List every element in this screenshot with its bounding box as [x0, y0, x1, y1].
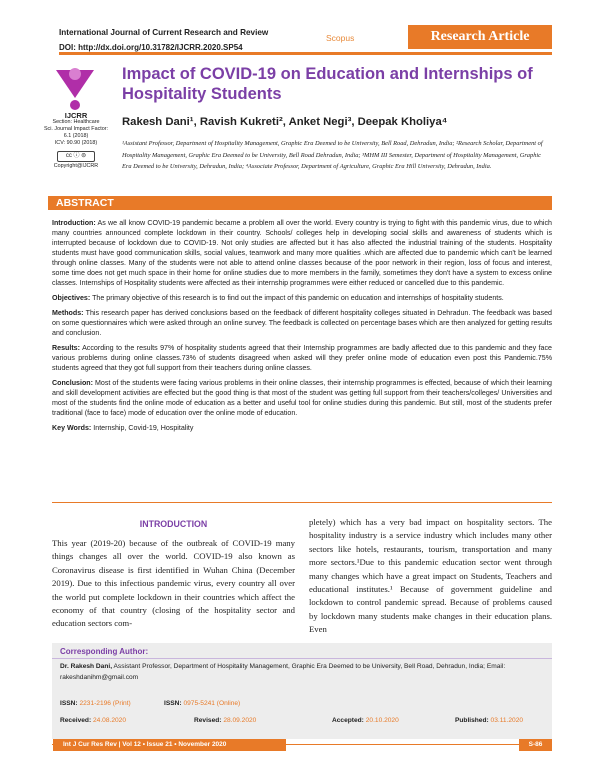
label-objectives: Objectives:	[52, 294, 91, 302]
page-number: S-86	[519, 739, 552, 751]
text-keywords: Internship, Covid-19, Hospitality	[93, 424, 194, 432]
abstract-objectives	[52, 293, 552, 303]
label-introduction: Introduction:	[52, 219, 96, 227]
published-date	[455, 717, 523, 724]
abstract-body	[52, 218, 552, 438]
issn-online	[164, 700, 240, 707]
revised-date	[194, 717, 256, 724]
published-value: 03.11.2020	[490, 717, 524, 724]
header-divider	[59, 52, 552, 55]
journal-acronym: IJCRR	[64, 111, 88, 120]
text-objectives: The primary objective of this research is to find out the impact of this pandemic on education and internships of hospitality students.	[92, 294, 504, 302]
corresponding-name: Dr. Rakesh Dani,	[60, 663, 113, 670]
revised-value: 28.09.2020	[223, 717, 257, 724]
journal-info	[40, 112, 112, 170]
accepted-value: 20.10.2020	[365, 717, 399, 724]
icv-value: ICV: 90.90 (2018)	[54, 140, 98, 146]
label-results: Results:	[52, 344, 80, 352]
article-title: Impact of COVID-19 on Education and Internships of Hospitality Students	[122, 65, 533, 103]
impact-factor: Sci. Journal Impact Factor: 6.1 (2018)	[43, 126, 109, 139]
received-value: 24.08.2020	[93, 717, 127, 724]
journal-section: Section: Healthcare	[52, 119, 100, 125]
corresponding-divider	[52, 658, 552, 659]
intro-left-column	[52, 519, 295, 631]
corresponding-heading: Corresponding Author:	[60, 647, 149, 656]
corresponding-details	[60, 662, 548, 683]
article-type-badge: Research Article	[408, 25, 552, 49]
text-methods: This research paper has derived conclusions based on the feedback of different hospitality colleges situated in Dehradun. The feedback was based on some questionnaires which were asked through an online survey. The feedback is collected on percentage bases which are then analyzed for getting results and conclusion.	[52, 309, 553, 337]
text-conclusion: Most of the students were facing various problems in their online classes, their internship programmes is effected, because of which their learning and skill development activities are effected but the good thing is that most of the student was getting full support from their teachers/colleges/ Universities and most of the students find the online mode of education as a better and useful tool for online studies during this pandemic. But still, most of the students prefer traditional (face to face) mode of education over the online mode of education.	[52, 379, 552, 417]
abstract-keywords	[52, 423, 552, 433]
journal-name: International Journal of Current Research and Review	[59, 28, 269, 37]
doi[interactable]: DOI: http://dx.doi.org/10.31782/IJCRR.2020.SP54	[59, 43, 243, 52]
introduction-heading: INTRODUCTION	[139, 519, 208, 529]
label-methods: Methods:	[52, 309, 84, 317]
abstract-divider	[52, 502, 552, 503]
accepted-date	[332, 717, 399, 724]
abstract-methods	[52, 308, 552, 338]
published-label: Published:	[455, 717, 489, 724]
received-date	[60, 717, 126, 724]
intro-left-text: This year (2019-20) because of the outbreak of COVID-19 many things changes all over the world. COVID-19 also known as Coronavirus disease is first identified in Wuhan China (December 2019). Due to this infectious pandemic virus, every country all over the world put complete lockdown in their countries which affect the economy of that country (closing of the hospitality sector and education sectors com-	[52, 538, 295, 629]
issn-print	[60, 700, 131, 707]
abstract-heading: ABSTRACT	[48, 196, 552, 210]
label-conclusion: Conclusion:	[52, 379, 93, 387]
cc-license-icon: cc ⓘ ⊜	[57, 151, 95, 162]
journal-logo	[54, 64, 96, 112]
abstract-introduction	[52, 218, 552, 288]
received-label: Received:	[60, 717, 92, 724]
authors: Rakesh Dani¹, Ravish Kukreti², Anket Negi³, Deepak Kholiya⁴	[122, 116, 448, 128]
issn-print-label: ISSN:	[60, 700, 78, 707]
intro-right-text: pletely) which has a very bad impact on hospitality sectors. The hospitality industry is a service industry which includes many other sectors like hotels, restaurants, tourism, transportation and many more sectors.¹Due to this pandemic education sector went through many changes which have a great impact on Students, Teachers and educational institutes.¹ Because of government guideline and lockdown to control pandemic spread. Because of problems caused by lockdown many students make changes in their education plans. Even	[309, 517, 552, 635]
scopus-label: Scopus	[326, 33, 355, 43]
label-keywords: Key Words:	[52, 424, 92, 432]
copyright: Copyright@IJCRR	[53, 163, 99, 169]
issn-online-label: ISSN:	[164, 700, 182, 707]
affiliations: ¹Assistant Professor, Department of Hospitality Management, Graphic Era Deemed to be University, Bell Road, Dehradun, India; ²Research Scholar, Department of Hospitality Management, Graphic Era Deemed to be University, Bell Road Dehradun, India; ³MHM III Semester, Department of Hospitality Management, Graphic Era Deemed to be University, Dehradun, India; ⁴Associate Professor, Department of Agriculture, Graphic Era Hill University, Dehradun, India.	[122, 140, 543, 170]
revised-label: Revised:	[194, 717, 222, 724]
corresponding-info: Assistant Professor, Department of Hospitality Management, Graphic Era Deemed to be University, Bell Road, Dehradun, India; Email: rakeshdanihm@gmail.com	[60, 663, 506, 681]
text-introduction: As we all know COVID-19 pandemic became a problem all over the world. Every country is trying to fight with this pandemic virus, due to which many countries announced complete lockdown in their country. Schools/ colleges help in developing social skills and awareness of students which is interrupted because of lockdown due to COVID-19. Not only studies are affected but it has also affected the industrial training of the students. Hospitality students must have good communication skills, social values, teamwork and many more qualities .which are affected due to pandemic which can't be learned through online classes. Many of the students were not able to attend online classes because of the poor network in their region, loss of focus and interest, some time does not get much space in their home for online studies due to more members in the family, sometimes they don't have a system to excess online classes. Internships of Hospitality students were affected as their internship programmes were either reduced or cancelled due to this pandemic.	[52, 219, 552, 287]
accepted-label: Accepted:	[332, 717, 364, 724]
abstract-conclusion	[52, 378, 552, 418]
footer-citation: Int J Cur Res Rev | Vol 12 • Issue 21 • November 2020	[53, 739, 286, 751]
abstract-results	[52, 343, 552, 373]
issn-print-value: 2231-2196 (Print)	[79, 700, 131, 707]
text-results: According to the results 97% of hospitality students agreed that their Internship programmes are badly affected due to this pandemic and they face various problems during online classes.73% of students disagreed when asked will they prefer online mode of education even post this Pandemic.75% students agreed that they got full support from their teachers during online classes.	[52, 344, 552, 372]
corresponding-author-box	[52, 643, 552, 739]
issn-online-value: 0975-5241 (Online)	[183, 700, 241, 707]
intro-right-column	[309, 516, 552, 637]
